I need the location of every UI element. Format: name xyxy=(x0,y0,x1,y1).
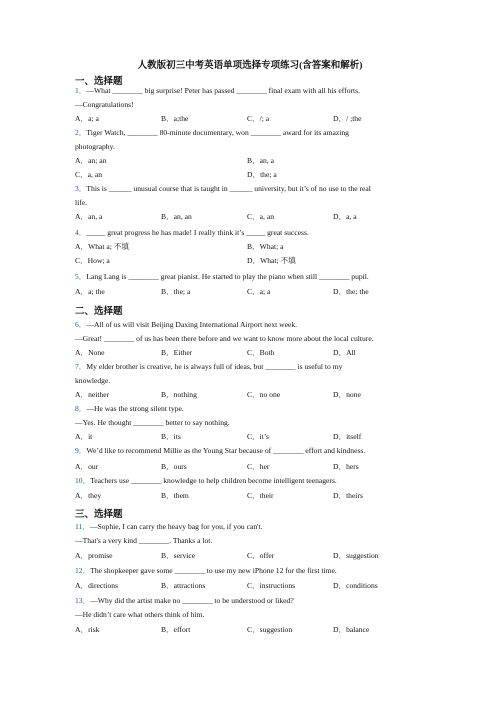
option-d: D．itself xyxy=(333,432,362,441)
question-text: —Yes. He thought ________ better to say nothing. xyxy=(75,418,230,427)
question-text: —All of us will visit Beijing Daxing International Airport next week. xyxy=(86,320,298,329)
question-number: 9． xyxy=(75,446,87,455)
option-c: C．a, an xyxy=(247,212,274,221)
question-line xyxy=(75,418,230,428)
option-a: A．promise xyxy=(75,551,113,560)
option-d: D．balance xyxy=(333,625,370,634)
option-c: C．a; a xyxy=(247,287,271,296)
option-d: D．conditions xyxy=(333,581,378,590)
option-b: B．them xyxy=(161,491,189,500)
question-line xyxy=(75,320,297,330)
question-text: —What ________ big surprise! Peter has passed ________ final exam with all his efforts. xyxy=(86,86,360,95)
question-line xyxy=(75,100,134,110)
option-b: B．an, a xyxy=(247,156,274,165)
question-text: Tiger Watch, ________ 80-minute documentary, won ________ award for its amazing xyxy=(86,128,349,137)
option-d: D．a, a xyxy=(333,212,357,221)
question-line xyxy=(75,536,212,546)
question-number: 5． xyxy=(75,272,87,281)
question-number: 6． xyxy=(75,320,87,329)
question-text: We’d like to recommend Millie as the Young Star because of ________ effort and kindness. xyxy=(86,446,366,455)
option-c: C．offer xyxy=(247,551,275,560)
section-heading-2: 二、选择题 xyxy=(75,307,123,317)
question-number: 1． xyxy=(75,86,87,95)
question-number: 2． xyxy=(75,128,87,137)
option-d: D．the; a xyxy=(247,170,277,179)
option-a: A．directions xyxy=(75,581,119,590)
option-a: A．risk xyxy=(75,625,100,634)
option-c: C．a, an xyxy=(75,170,102,179)
question-number: 3． xyxy=(75,184,87,193)
question-line xyxy=(75,596,294,606)
question-text: —He didn’t care what others think of him. xyxy=(75,610,205,619)
option-d: D．suggestion xyxy=(333,551,379,560)
question-text: —He was the strong silent type. xyxy=(86,404,184,413)
question-line xyxy=(75,228,309,238)
option-c: C．/; a xyxy=(247,114,270,123)
question-line xyxy=(75,198,87,208)
option-d: D．theirs xyxy=(333,491,363,500)
option-d: D．All xyxy=(333,348,356,357)
page-title: 人教版初三中考英语单项选择专项练习(含答案和解析) xyxy=(137,61,363,71)
question-text: —That's a very kind ________. Thanks a lot. xyxy=(75,536,213,545)
option-d: D．What; 不填 xyxy=(247,256,296,265)
option-d: D．/ ;the xyxy=(333,114,362,123)
option-a: A．None xyxy=(75,348,105,357)
question-line xyxy=(75,610,204,620)
option-a: A．it xyxy=(75,432,93,441)
option-b: B．attractions xyxy=(161,581,206,590)
question-text: —Sophie, I can carry the heavy bag for you, if you can't. xyxy=(89,522,263,531)
question-line xyxy=(75,272,369,282)
question-line xyxy=(75,476,337,486)
option-a: A．an; an xyxy=(75,156,107,165)
option-b: B．nothing xyxy=(161,390,197,399)
option-c: C．it’s xyxy=(247,432,269,441)
question-line xyxy=(75,446,365,456)
option-a: A．they xyxy=(75,491,102,500)
option-b: B．the; a xyxy=(161,287,191,296)
option-b: B．ours xyxy=(161,462,187,471)
question-number: 10． xyxy=(75,476,91,485)
question-line xyxy=(75,566,337,576)
option-d: D．hers xyxy=(333,462,359,471)
question-line xyxy=(75,184,371,194)
question-text: photography. xyxy=(75,142,115,151)
question-number: 7． xyxy=(75,362,87,371)
option-b: B．Either xyxy=(161,348,193,357)
question-text: Lang Lang is ________ great pianist. He started to play the piano when still ________ pupil. xyxy=(86,272,369,281)
option-c: C．no one xyxy=(247,390,281,399)
option-c: C．Both xyxy=(247,348,275,357)
option-a: A．a; a xyxy=(75,114,99,123)
option-c: C．her xyxy=(247,462,270,471)
question-text: The shopkeeper gave some ________ to use my new iPhone 12 for the first time. xyxy=(90,566,337,575)
option-a: A．our xyxy=(75,462,99,471)
question-number: 4． xyxy=(75,228,87,237)
question-line xyxy=(75,376,110,386)
question-line xyxy=(75,404,184,414)
option-d: D．the; the xyxy=(333,287,369,296)
question-number: 11． xyxy=(75,522,90,531)
question-line xyxy=(75,128,349,138)
question-number: 8． xyxy=(75,404,87,413)
option-b: B．effort xyxy=(161,625,191,634)
option-a: A．What a; 不填 xyxy=(75,242,129,251)
option-a: A．neither xyxy=(75,390,110,399)
question-text: Teachers use ________ knowledge to help children become intelligent teenagers. xyxy=(90,476,337,485)
option-d: D．none xyxy=(333,390,361,399)
question-text: knowledge. xyxy=(75,376,111,385)
question-line xyxy=(75,86,360,96)
option-b: B．a;the xyxy=(161,114,189,123)
question-text: life. xyxy=(75,198,88,207)
question-number: 13． xyxy=(75,596,91,605)
question-line xyxy=(75,362,342,372)
question-text: _____ great progress he has made! I really think it’s _____ great success. xyxy=(86,228,309,237)
question-text: My elder brother is creative, he is always full of ideas, but ________ is useful to my xyxy=(86,362,343,371)
option-c: C．instructions xyxy=(247,581,296,590)
option-a: A．an, a xyxy=(75,212,103,221)
question-text: —Congratulations! xyxy=(75,100,134,109)
option-c: C．suggestion xyxy=(247,625,293,634)
option-c: C．their xyxy=(247,491,274,500)
option-b: B．What; a xyxy=(247,242,284,251)
question-number: 12． xyxy=(75,566,91,575)
option-c: C．How; a xyxy=(75,256,110,265)
option-b: B．its xyxy=(161,432,181,441)
section-heading-3: 三、选择题 xyxy=(75,510,123,520)
question-text: This is ______ unusual course that is taught in ______ university, but it’s of no use to the real xyxy=(86,184,371,193)
question-line xyxy=(75,522,263,532)
option-b: B．service xyxy=(161,551,196,560)
question-line xyxy=(75,334,374,344)
option-a: A．a; the xyxy=(75,287,105,296)
question-line xyxy=(75,142,115,152)
question-text: —Why did the artist make no ________ to be understood or liked? xyxy=(90,596,294,605)
option-b: B．an, an xyxy=(161,212,192,221)
question-text: —Great! ________ of us has been there before and we want to know more about the local culture. xyxy=(75,334,374,343)
section-heading-1: 一、选择题 xyxy=(75,77,123,87)
